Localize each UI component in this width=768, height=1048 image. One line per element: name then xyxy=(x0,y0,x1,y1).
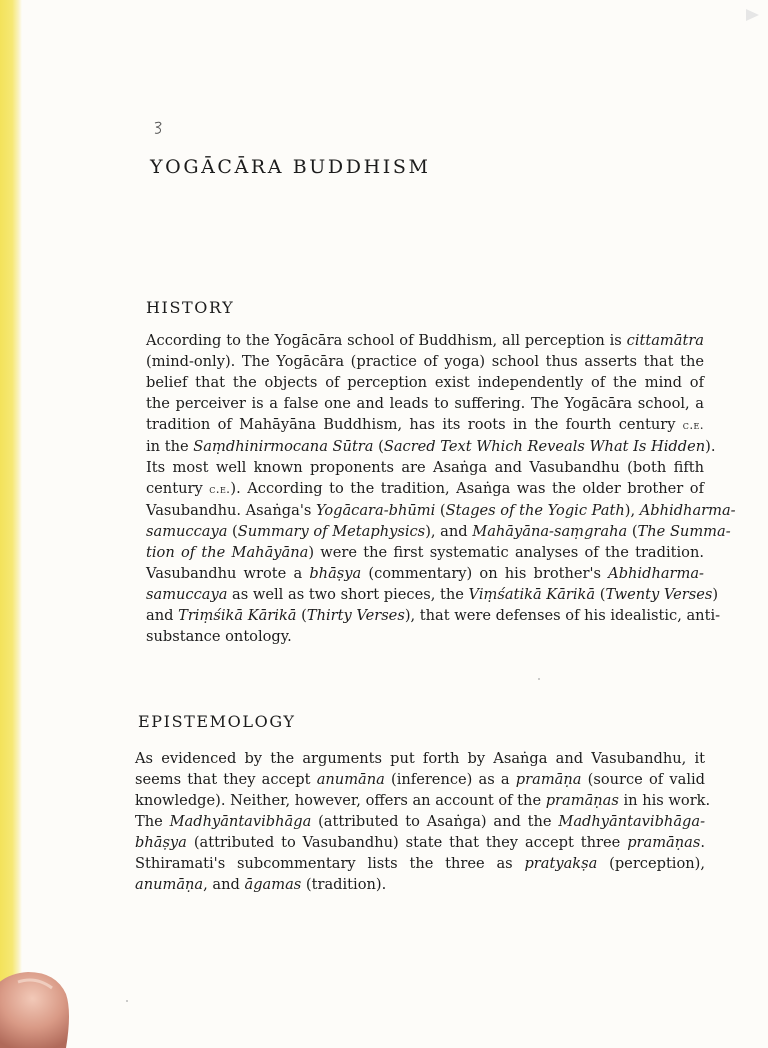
text-line xyxy=(135,790,711,811)
text-segment: belief that the objects of perception exist independently of the mind of xyxy=(146,374,704,391)
text-segment: Thirty Verses xyxy=(306,607,405,624)
text-segment: in the xyxy=(146,438,194,455)
text-line xyxy=(146,414,704,436)
text-segment: ), and xyxy=(425,523,473,540)
text-segment: (commentary) on his brother's xyxy=(361,565,609,582)
text-segment: Sacred Text Which Reveals What Is Hidden xyxy=(383,438,706,455)
text-segment: (inference) as a xyxy=(384,771,516,788)
text-segment: ). xyxy=(705,438,716,455)
text-line xyxy=(135,769,705,790)
text-segment: anumāna xyxy=(316,771,385,788)
section-heading-history: HISTORY xyxy=(146,298,235,317)
text-segment: pratyakṣa xyxy=(524,855,598,872)
text-line xyxy=(135,832,705,853)
text-segment: According to the Yogācāra school of Buddhism, all perception is xyxy=(146,332,627,349)
text-segment: substance ontology. xyxy=(146,628,292,645)
text-segment: the perceiver is a false one and leads to suffering. The Yogācāra school, a xyxy=(146,395,704,412)
text-line xyxy=(146,584,719,605)
text-segment: Saṃdhinirmocana Sūtra xyxy=(193,438,374,455)
text-segment: and xyxy=(146,607,179,624)
text-line xyxy=(146,563,704,584)
text-segment: (attributed to Asaṅga) and the xyxy=(311,813,559,830)
text-line xyxy=(146,351,704,372)
text-line xyxy=(146,626,704,647)
text-segment: Summary of Metaphysics xyxy=(237,523,426,540)
pen-mark-icon xyxy=(153,120,165,136)
text-segment: Abhidharma- xyxy=(608,565,704,582)
text-segment: āgamas xyxy=(244,876,302,893)
text-segment: pramāṇa xyxy=(515,771,582,788)
text-segment: bhāṣya xyxy=(309,565,362,582)
text-segment: ( xyxy=(296,607,307,624)
text-line xyxy=(135,748,705,769)
text-segment: The Summa- xyxy=(637,523,731,540)
text-segment: Stages of the Yogic Path xyxy=(445,502,625,519)
text-line xyxy=(135,874,705,895)
text-line xyxy=(146,436,716,457)
speck xyxy=(538,678,540,680)
speck xyxy=(126,1000,128,1002)
text-segment: (tradition). xyxy=(301,876,387,893)
chapter-title: YOGĀCĀRA BUDDHISM xyxy=(150,156,431,178)
text-segment: Vasubandhu wrote a xyxy=(146,565,310,582)
text-segment: (source of valid xyxy=(581,771,705,788)
text-line xyxy=(135,811,705,832)
text-line xyxy=(135,853,705,874)
text-segment: Vasubandhu. Asaṅga's xyxy=(146,502,316,519)
text-segment: (mind-only). The Yogācāra (practice of yoga) school thus asserts that the xyxy=(146,353,704,370)
text-segment: seems that they accept xyxy=(135,771,317,788)
text-line xyxy=(146,457,704,478)
text-segment: Madhyāntavibhāga xyxy=(169,813,312,830)
text-line xyxy=(146,521,731,542)
history-paragraph xyxy=(146,330,736,647)
text-segment: Mahāyāna-saṃgraha xyxy=(472,523,628,540)
text-segment: c.e. xyxy=(209,482,231,496)
text-segment: ), xyxy=(624,502,640,519)
text-line xyxy=(146,393,704,414)
text-segment: Twenty Verses xyxy=(605,586,713,603)
text-segment: ( xyxy=(227,523,238,540)
text-segment: pramāṇas xyxy=(627,834,701,851)
text-segment: tion of the Mahāyāna xyxy=(146,544,309,561)
text-segment: ( xyxy=(435,502,446,519)
text-segment: Viṃśatikā Kārikā xyxy=(468,586,596,603)
text-segment: (perception), xyxy=(597,855,705,872)
text-segment: samuccaya xyxy=(146,586,228,603)
text-line xyxy=(146,605,721,626)
text-segment: century xyxy=(146,480,210,497)
text-segment: Triṃśikā Kārikā xyxy=(178,607,297,624)
text-segment: , and xyxy=(203,876,245,893)
page-edge-highlight xyxy=(0,0,22,1024)
text-segment: tradition of Mahāyāna Buddhism, has its roots in the fourth century xyxy=(146,416,683,433)
text-segment: cittamātra xyxy=(626,332,704,349)
thumb-image xyxy=(0,968,108,1048)
text-segment: Yogācara-bhūmi xyxy=(315,502,436,519)
text-segment: knowledge). Neither, however, offers an account of the xyxy=(135,792,546,809)
text-line xyxy=(146,542,704,563)
text-segment: As evidenced by the arguments put forth by Asaṅga and Vasubandhu, it xyxy=(135,750,705,767)
text-segment: Sthiramati's subcommentary lists the three as xyxy=(135,855,525,872)
text-line xyxy=(146,478,704,500)
epistemology-paragraph xyxy=(135,748,711,895)
text-segment: c.e. xyxy=(682,418,704,432)
text-segment: samuccaya xyxy=(146,523,228,540)
text-segment: in his work. xyxy=(618,792,711,809)
page-corner-icon xyxy=(744,6,762,24)
text-line xyxy=(146,372,704,393)
text-segment: pramāṇas xyxy=(545,792,619,809)
text-segment: as well as two short pieces, the xyxy=(227,586,469,603)
text-line xyxy=(146,500,736,521)
text-segment: ). According to the tradition, Asaṅga was the older brother of xyxy=(230,480,704,497)
text-segment: anumāṇa xyxy=(135,876,204,893)
text-segment: ( xyxy=(627,523,638,540)
section-heading-epistemology: EPISTEMOLOGY xyxy=(138,712,296,731)
text-segment: ) xyxy=(712,586,719,603)
text-segment: ) were the first systematic analyses of the tradition. xyxy=(308,544,704,561)
text-segment: (attributed to Vasubandhu) state that they accept three xyxy=(186,834,628,851)
text-line xyxy=(146,330,704,351)
text-segment: Its most well known proponents are Asaṅga and Vasubandhu (both fifth xyxy=(146,459,704,476)
text-segment: ( xyxy=(595,586,606,603)
text-segment: Madhyāntavibhāga- xyxy=(558,813,705,830)
text-segment: ( xyxy=(373,438,384,455)
text-segment: ), that were defenses of his idealistic, anti- xyxy=(404,607,721,624)
text-segment: . xyxy=(700,834,705,851)
text-segment: Abhidharma- xyxy=(639,502,736,519)
text-segment: bhāṣya xyxy=(135,834,187,851)
text-segment: The xyxy=(135,813,170,830)
